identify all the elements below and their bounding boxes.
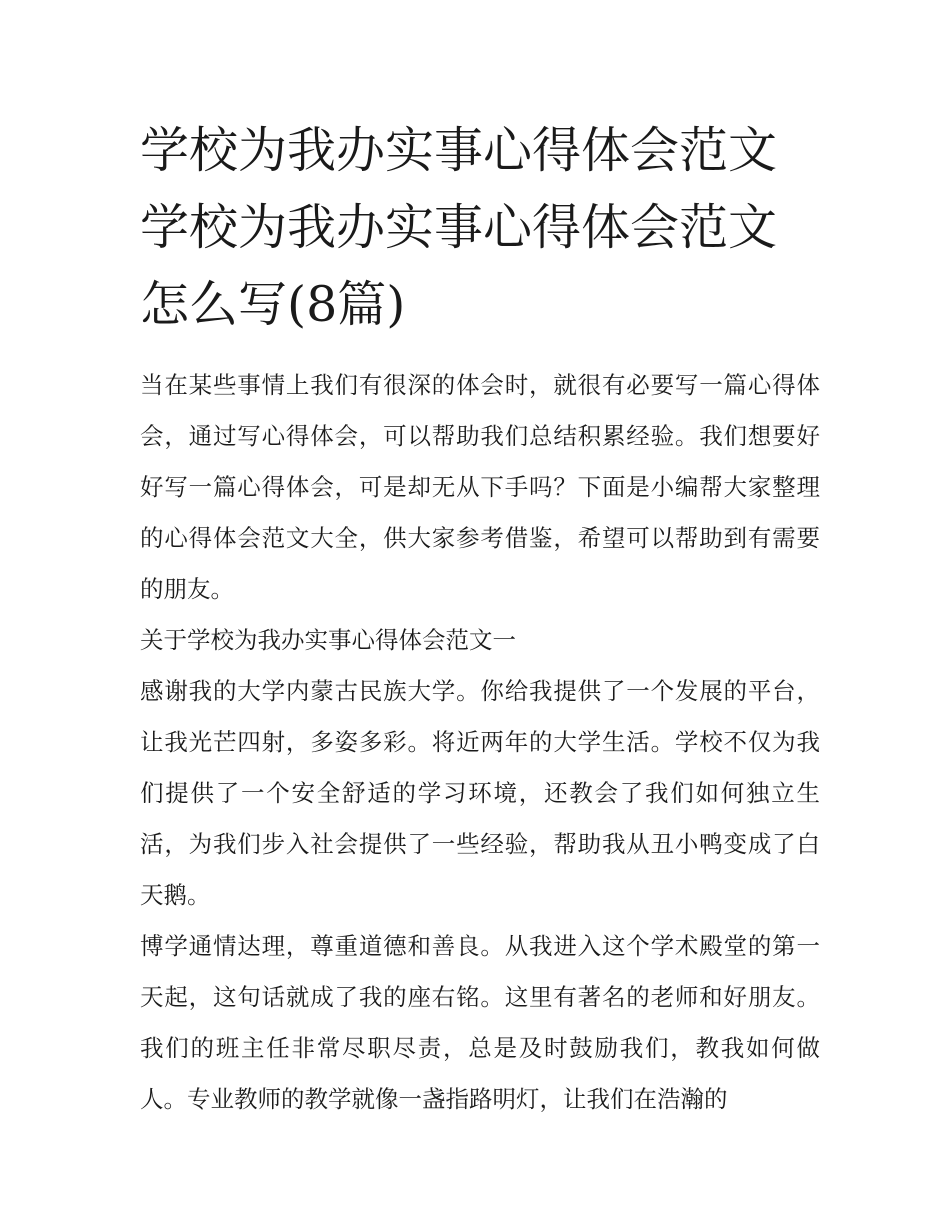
intro-paragraph: 当在某些事情上我们有很深的体会时，就很有必要写一篇心得体会，通过写心得体会，可以帮助我们总结积累经验。我们想要好好写一篇心得体会，可是却无从下手吗？下面是小编帮大家整理的心得体会范文大全，供大家参考借鉴，希望可以帮助到有需要的朋友。 [140, 371, 820, 603]
document-page [140, 112, 820, 1125]
section-heading: 关于学校为我办实事心得体会范文一 [140, 626, 516, 654]
body-paragraph: 博学通情达理，尊重道德和善良。从我进入这个学术殿堂的第一天起，这句话就成了我的座右铭。这里有著名的老师和好朋友。我们的班主任非常尽职尽责，总是及时鼓励我们，教我如何做人。专业教师的教学就像一盏指路明灯，让我们在浩瀚的 [140, 932, 820, 1113]
body-paragraph: 感谢我的大学内蒙古民族大学。你给我提供了一个发展的平台，让我光芒四射，多姿多彩。将近两年的大学生活。学校不仅为我们提供了一个安全舒适的学习环境，还教会了我们如何独立生活，为我们步入社会提供了一些经验，帮助我从丑小鸭变成了白天鹅。 [140, 677, 820, 909]
document-title: 学校为我办实事心得体会范文学校为我办实事心得体会范文怎么写(8篇) [140, 122, 778, 333]
